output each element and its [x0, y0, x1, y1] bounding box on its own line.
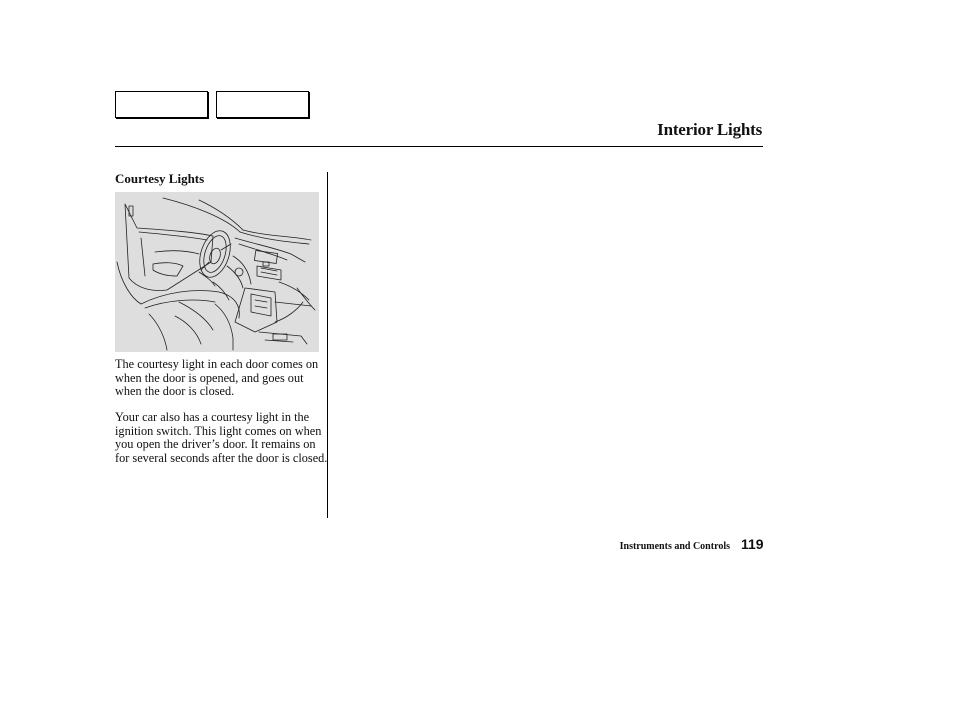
car-interior-illustration	[115, 192, 319, 352]
footer-section-name: Instruments and Controls	[619, 541, 730, 552]
paragraph-door-courtesy-light: The courtesy light in each door comes on when the door is opened, and goes out when the door is closed.	[115, 357, 319, 399]
page-number: 119	[741, 536, 764, 552]
header-divider	[115, 146, 763, 147]
paragraph-ignition-courtesy-light: Your car also has a courtesy light in the ignition switch. This light comes on when you open the driver’s door. It remains on for several seconds after the door is closed.	[115, 410, 328, 465]
column-divider	[327, 172, 328, 518]
nav-button-previous[interactable]	[115, 91, 208, 118]
section-heading: Courtesy Lights	[115, 171, 205, 186]
nav-button-next[interactable]	[216, 91, 309, 118]
page-title: Interior Lights	[657, 120, 762, 139]
